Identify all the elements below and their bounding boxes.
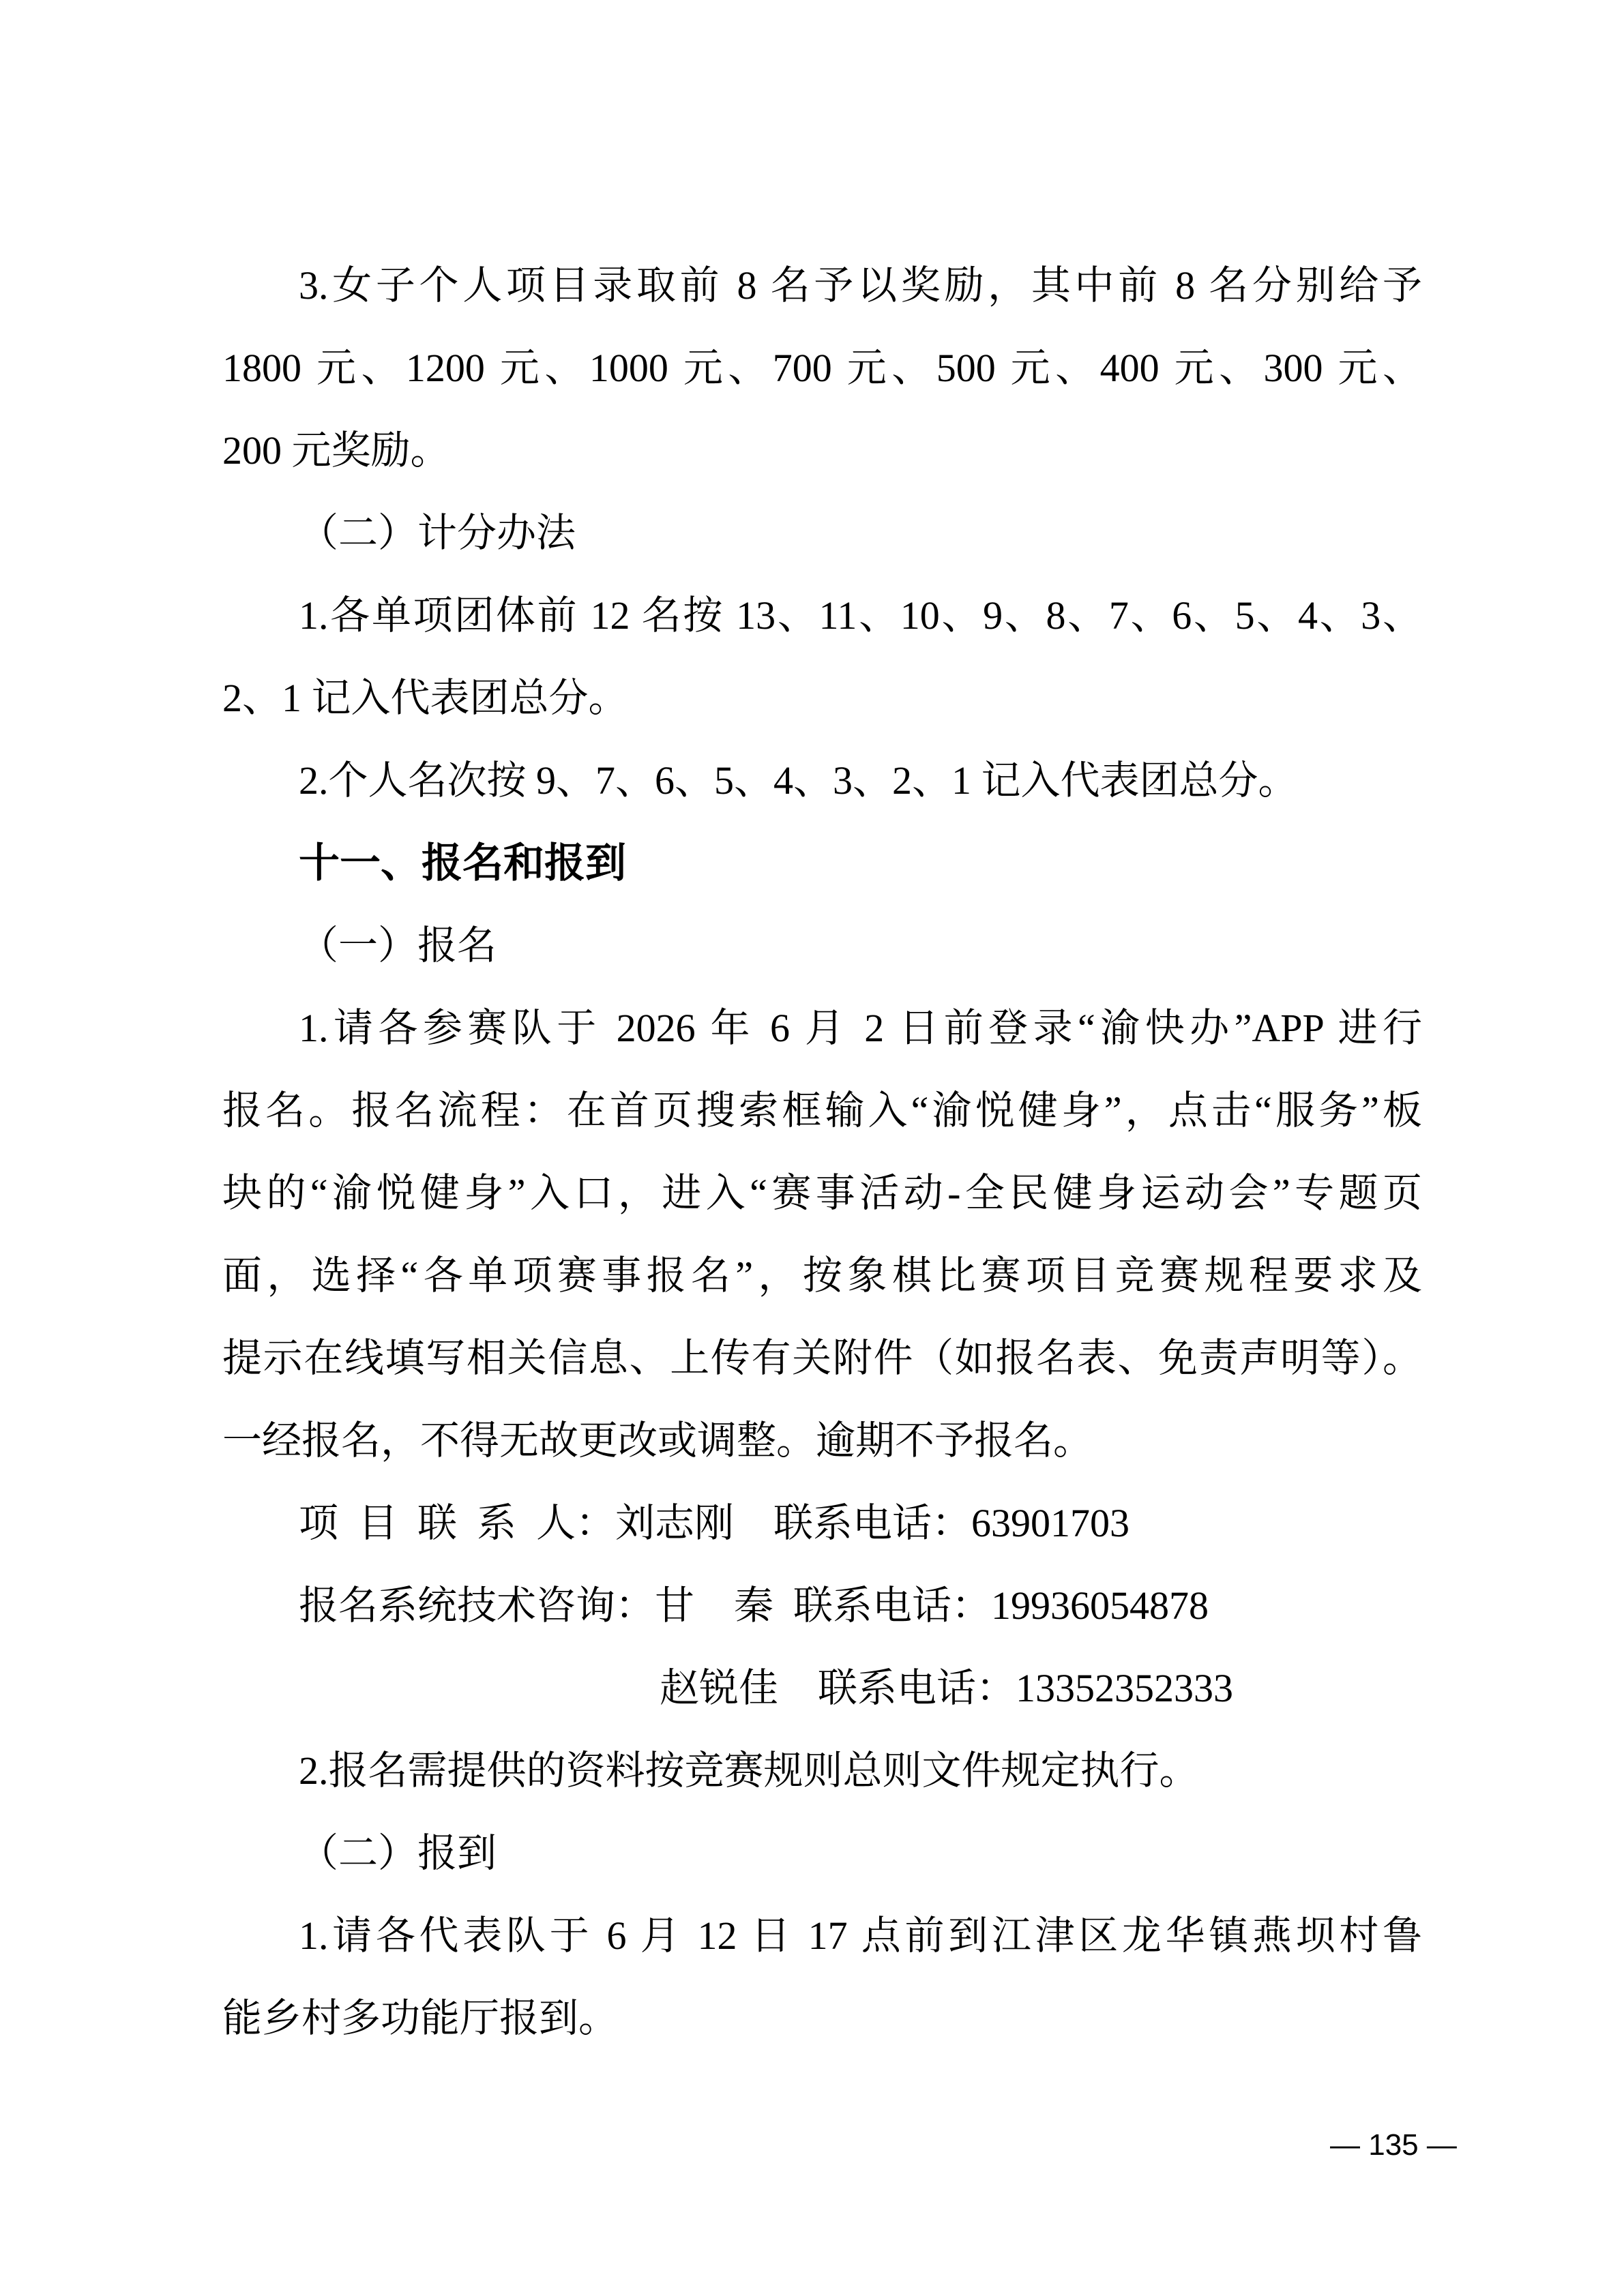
text-line: 赵锐佳 联系电话：13352352333 bbox=[660, 1666, 1234, 1710]
section-heading: 十一、报名和报到 bbox=[299, 840, 626, 886]
document-body bbox=[222, 244, 1422, 2059]
text-line: 1.请各参赛队于 2026 年 6 月 2 日前登录“渝快办”APP 进行 bbox=[299, 1006, 1422, 1050]
text-line: 2.个人名次按 9、7、6、5、4、3、2、1 记入代表团总分。 bbox=[299, 758, 1298, 803]
text-line: （二）报到 bbox=[299, 1831, 497, 1875]
text-line: 项 目 联 系 人：刘志刚 联系电话：63901703 bbox=[299, 1501, 1130, 1545]
text-line: 1.各单项团体前 12 名按 13、11、10、9、8、7、6、5、4、3、 bbox=[299, 593, 1422, 638]
text-line: （二）计分办法 bbox=[299, 511, 576, 555]
text-line: （一）报名 bbox=[299, 923, 497, 968]
text-line: 能乡村多功能厅报到。 bbox=[222, 1996, 619, 2040]
text-line: 1800 元、1200 元、1000 元、700 元、500 元、400 元、300 元、 bbox=[222, 346, 1422, 390]
text-line: 面，选择“各单项赛事报名”，按象棋比赛项目竞赛规程要求及 bbox=[222, 1253, 1422, 1298]
text-line: 提示在线填写相关信息、上传有关附件（如报名表、免责声明等）。 bbox=[222, 1336, 1422, 1380]
text-line: 报名。报名流程：在首页搜索框输入“渝悦健身”，点击“服务”板 bbox=[222, 1088, 1422, 1133]
text-line: 200 元奖励。 bbox=[222, 428, 450, 473]
text-line: 2、1 记入代表团总分。 bbox=[222, 676, 628, 720]
text-line: 3.女子个人项目录取前 8 名予以奖励，其中前 8 名分别给予 bbox=[299, 263, 1422, 308]
text-line: 1.请各代表队于 6 月 12 日 17 点前到江津区龙华镇燕坝村鲁 bbox=[299, 1913, 1422, 1958]
text-line: 一经报名，不得无故更改或调整。逾期不予报名。 bbox=[222, 1418, 1093, 1463]
page-number: — 135 — bbox=[1330, 2128, 1457, 2162]
text-line: 块的“渝悦健身”入口，进入“赛事活动-全民健身运动会”专题页 bbox=[222, 1171, 1422, 1215]
text-line: 报名系统技术咨询：甘 秦 联系电话：19936054878 bbox=[299, 1583, 1209, 1628]
text-line: 2.报名需提供的资料按竞赛规则总则文件规定执行。 bbox=[299, 1748, 1199, 1793]
